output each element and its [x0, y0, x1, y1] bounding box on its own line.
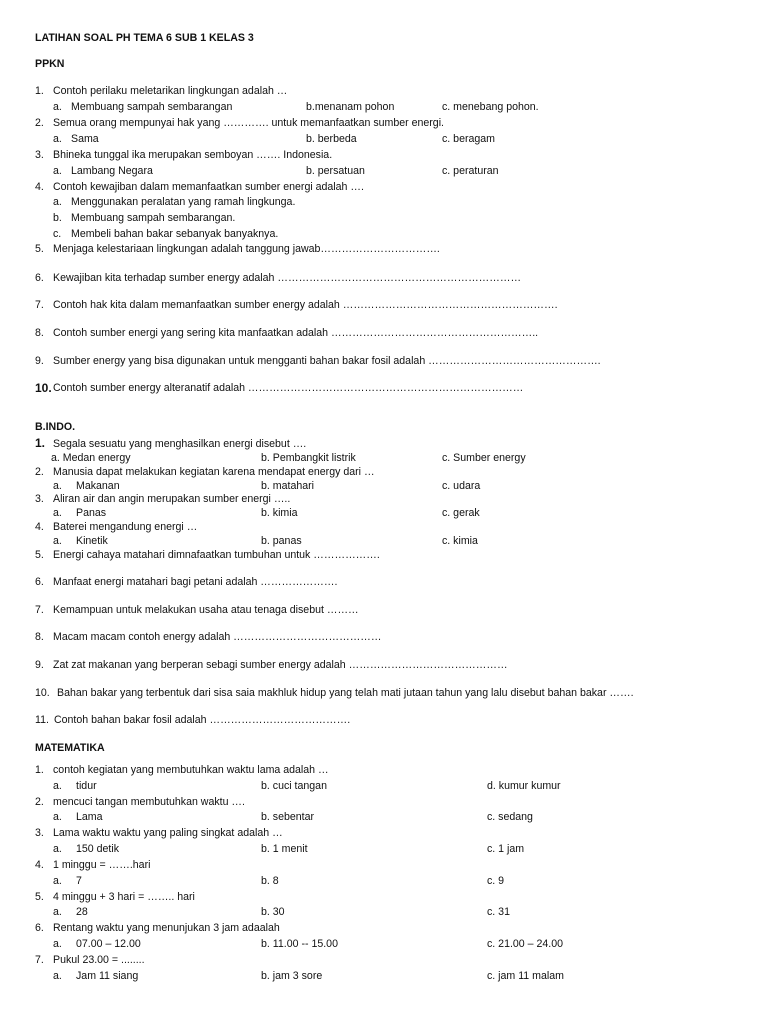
question-number: 7. [35, 604, 44, 616]
question-text: 1 minggu = …….hari [53, 859, 151, 871]
question-text: Kemampuan untuk melakukan usaha atau tenaga disebut ……… [53, 604, 359, 616]
option-c: c. sedang [487, 811, 533, 823]
question-number: 3. [35, 149, 44, 161]
question-number: 8. [35, 631, 44, 643]
question-number: 3. [35, 493, 44, 505]
question-number: 8. [35, 327, 44, 339]
question-number: 2. [35, 796, 44, 808]
question-text: Contoh perilaku meletarikan lingkungan adalah … [53, 85, 288, 97]
option-b: b. sebentar [261, 811, 315, 823]
option-c: c. 9 [487, 875, 505, 887]
question-number: 5. [35, 891, 44, 903]
question-text: Contoh bahan bakar fosil adalah …………………………………. [54, 714, 351, 726]
question-text: Menjaga kelestariaan lingkungan adalah tanggung jawab……………………………. [53, 243, 440, 255]
section-heading-bindo: B.INDO. [35, 421, 76, 433]
question-text: Pukul 23.00 = ........ [53, 954, 145, 966]
option-a: 150 detik [76, 843, 119, 855]
question-number: 1. [35, 764, 44, 776]
question-text: 4 minggu + 3 hari = …….. hari [53, 891, 195, 903]
question-number: 1. [35, 85, 44, 97]
option-b: b. cuci tangan [261, 780, 327, 792]
option-b: b. panas [261, 535, 302, 547]
option-a-letter: a. [53, 843, 62, 855]
option-b: Membuang sampah sembarangan. [71, 212, 236, 224]
option-a: Membuang sampah sembarangan [71, 101, 233, 113]
option-a-letter: a. [53, 196, 62, 208]
question-number: 9. [35, 659, 44, 671]
option-b: b. matahari [261, 480, 314, 492]
page-title: LATIHAN SOAL PH TEMA 6 SUB 1 KELAS 3 [35, 32, 254, 44]
option-a: a. Medan energy [51, 452, 131, 464]
option-b: b.menanam pohon [306, 101, 395, 113]
option-a-letter: a. [53, 101, 62, 113]
question-number: 5. [35, 243, 44, 255]
option-c: c. udara [442, 480, 481, 492]
option-c: c. 31 [487, 906, 510, 918]
option-c: c. peraturan [442, 165, 499, 177]
option-c: d. kumur kumur [487, 780, 561, 792]
question-text: Contoh sumber energy alteranatif adalah …………………………………………………………………… [53, 382, 524, 394]
option-b: b. kimia [261, 507, 298, 519]
question-number: 7. [35, 299, 44, 311]
option-a-letter: a. [53, 133, 62, 145]
question-number: 7. [35, 954, 44, 966]
question-number: 10. [35, 381, 52, 395]
option-a-letter: a. [53, 165, 62, 177]
option-a: Makanan [76, 480, 120, 492]
option-a-letter: a. [53, 480, 62, 492]
question-text: Lama waktu waktu yang paling singkat adalah … [53, 827, 283, 839]
option-a: Lambang Negara [71, 165, 153, 177]
option-a-letter: a. [53, 875, 62, 887]
option-a: 07.00 – 12.00 [76, 938, 141, 950]
option-c: c. kimia [442, 535, 478, 547]
question-number: 6. [35, 922, 44, 934]
option-c: c. beragam [442, 133, 495, 145]
question-text: mencuci tangan membutuhkan waktu …. [53, 796, 245, 808]
option-a-letter: a. [53, 906, 62, 918]
option-c: c. 1 jam [487, 843, 525, 855]
option-a: Sama [71, 133, 99, 145]
option-a: 7 [76, 875, 82, 887]
option-a-letter: a. [53, 507, 62, 519]
option-b: b. Pembangkit listrik [261, 452, 356, 464]
question-text: contoh kegiatan yang membutuhkan waktu lama adalah … [53, 764, 329, 776]
question-number: 5. [35, 549, 44, 561]
question-text: Baterei mengandung energi … [53, 521, 198, 533]
option-b: b. 1 menit [261, 843, 308, 855]
option-a-letter: a. [53, 970, 62, 982]
question-text: Energi cahaya matahari dimnafaatkan tumbuhan untuk ………………. [53, 549, 380, 561]
question-number: 4. [35, 859, 44, 871]
option-c: c. Sumber energy [442, 452, 526, 464]
question-text: Contoh sumber energi yang sering kita manfaatkan adalah ………………………………………………….. [53, 327, 539, 339]
option-c: c. gerak [442, 507, 480, 519]
option-b-letter: b. [53, 212, 62, 224]
option-a: Lama [76, 811, 103, 823]
question-text: Manusia dapat melakukan kegiatan karena mendapat energy dari … [53, 466, 375, 478]
option-c-letter: c. [53, 228, 62, 240]
question-text: Contoh hak kita dalam memanfaatkan sumber energy adalah ……………………………………………………. [53, 299, 558, 311]
question-number: 11. [35, 714, 49, 726]
question-number: 2. [35, 466, 44, 478]
option-a: Jam 11 siang [76, 970, 139, 982]
option-c: Membeli bahan bakar sebanyak banyaknya. [71, 228, 279, 240]
question-number: 4. [35, 181, 44, 193]
option-a-letter: a. [53, 811, 62, 823]
option-c: c. menebang pohon. [442, 101, 539, 113]
option-c: c. jam 11 malam [487, 970, 564, 982]
question-text: Macam macam contoh energy adalah …………………………………… [53, 631, 382, 643]
option-c: c. 21.00 – 24.00 [487, 938, 563, 950]
question-number: 9. [35, 355, 44, 367]
section-heading-matematika: MATEMATIKA [35, 742, 105, 754]
option-b: b. 30 [261, 906, 285, 918]
question-number: 3. [35, 827, 44, 839]
option-a-letter: a. [53, 938, 62, 950]
option-a: tidur [76, 780, 97, 792]
question-number: 4. [35, 521, 44, 533]
question-text: Semua orang mempunyai hak yang …………. untuk memanfaatkan sumber energi. [53, 117, 444, 129]
option-b: b. persatuan [306, 165, 365, 177]
option-a: Menggunakan peralatan yang ramah lingkunga. [71, 196, 296, 208]
question-text: Zat zat makanan yang berperan sebagi sumber energy adalah ……………………………………… [53, 659, 508, 671]
question-number: 2. [35, 117, 44, 129]
question-text: Kewajiban kita terhadap sumber energy adalah …………………………………………………………… [53, 272, 522, 284]
option-b: b. 11.00 -- 15.00 [261, 938, 338, 950]
question-text: Manfaat energi matahari bagi petani adalah …………………. [53, 576, 338, 588]
option-b: b. jam 3 sore [261, 970, 323, 982]
option-b: b. berbeda [306, 133, 357, 145]
question-text: Contoh kewajiban dalam memanfaatkan sumber energi adalah …. [53, 181, 364, 193]
question-text: Bhineka tunggal ika merupakan semboyan ……. Indonesia. [53, 149, 333, 161]
question-number: 6. [35, 272, 44, 284]
question-text: Bahan bakar yang terbentuk dari sisa saia makhluk hidup yang telah mati jutaan tahun yang lalu disebut bahan bakar ……. [57, 687, 634, 699]
question-number: 1. [35, 436, 46, 450]
option-a-letter: a. [53, 535, 62, 547]
question-text: Segala sesuatu yang menghasilkan energi disebut …. [53, 438, 307, 450]
option-a: Panas [76, 507, 107, 519]
question-text: Aliran air dan angin merupakan sumber energi ….. [53, 493, 291, 505]
section-heading-ppkn: PPKN [35, 58, 65, 70]
option-a-letter: a. [53, 780, 62, 792]
question-text: Sumber energy yang bisa digunakan untuk mengganti bahan bakar fosil adalah …………………………………………. [53, 355, 601, 367]
option-b: b. 8 [261, 875, 279, 887]
question-number: 6. [35, 576, 44, 588]
question-text: Rentang waktu yang menunjukan 3 jam adaalah [53, 922, 280, 934]
option-a: Kinetik [76, 535, 108, 547]
question-number: 10. [35, 687, 50, 699]
option-a: 28 [76, 906, 88, 918]
